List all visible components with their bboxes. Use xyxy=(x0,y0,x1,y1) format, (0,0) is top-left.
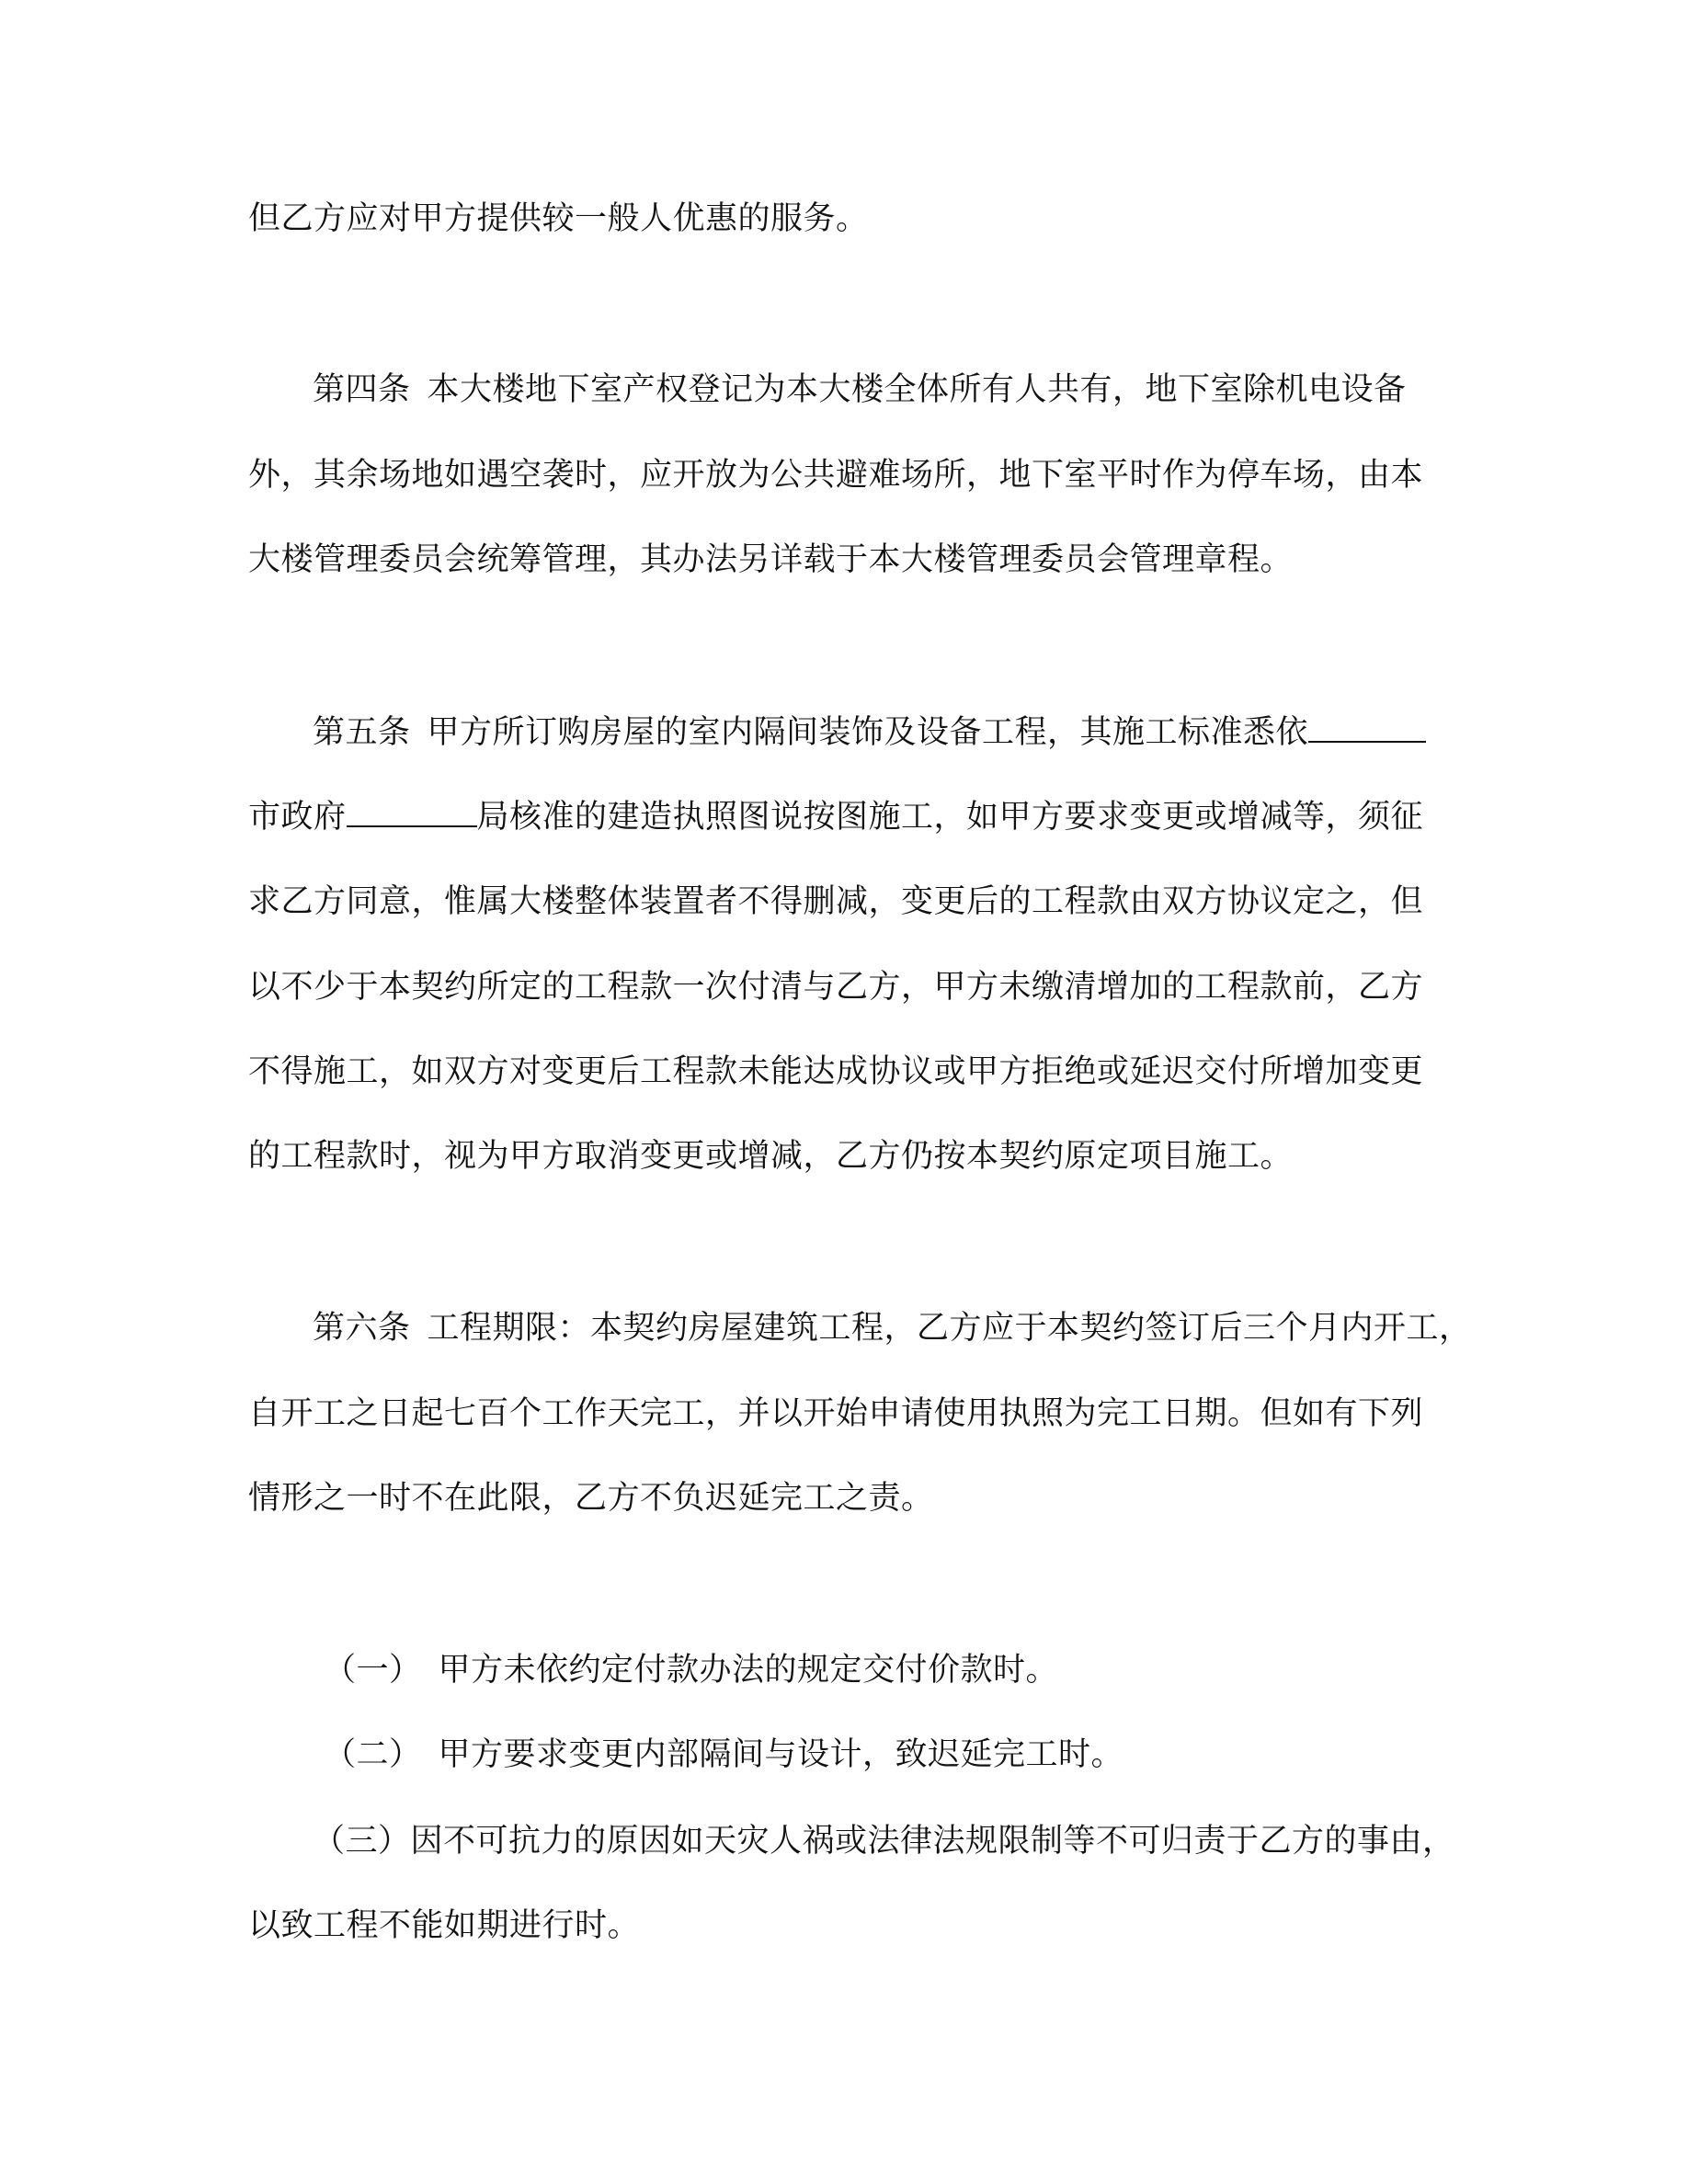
article6-line-3 xyxy=(248,1476,1434,1520)
article5-line-1 xyxy=(313,711,1499,755)
article6-item-2 xyxy=(324,1733,1510,1777)
article5-text-1: 甲方所订购房屋的室内隔间装饰及设备工程，其施工标准悉依 xyxy=(427,714,1309,751)
item-1-number: （一） xyxy=(324,1652,422,1689)
article5-text-3: 求乙方同意，惟属大楼整体装置者不得删减，变更后的工程款由双方协议定之，但 xyxy=(248,883,1424,920)
item-3-text: 因不可抗力的原因如天灾人祸或法律法规限制等不可归责于乙方的事由， xyxy=(410,1823,1455,1860)
article6-item-3 xyxy=(313,1819,1499,1863)
item-3-text-2: 以致工程不能如期进行时。 xyxy=(248,1907,641,1944)
article4-text-1: 本大楼地下室产权登记为本大楼全体所有人共有，地下室除机电设备 xyxy=(427,371,1407,408)
continuation-text: 但乙方应对甲方提供较一般人优惠的服务。 xyxy=(248,200,869,237)
article5-line-5 xyxy=(248,1050,1434,1094)
item-1-text: 甲方未依约定付款办法的规定交付价款时。 xyxy=(438,1652,1059,1689)
item-2-number: （二） xyxy=(324,1736,422,1773)
article5-line-6 xyxy=(248,1134,1434,1178)
article6-text-1: 工程期限：本契约房屋建筑工程，乙方应于本契约签订后三个月内开工， xyxy=(427,1310,1472,1347)
fill-in-blank xyxy=(1308,713,1426,743)
continuation-line xyxy=(248,197,1434,241)
item-2-text: 甲方要求变更内部隔间与设计，致迟延完工时。 xyxy=(438,1736,1124,1773)
article4-text-3: 大楼管理委员会统筹管理，其办法另详载于本大楼管理委员会管理章程。 xyxy=(248,541,1294,578)
article5-text-6: 的工程款时，视为甲方取消变更或增减，乙方仍按本契约原定项目施工。 xyxy=(248,1138,1294,1175)
article5-line-2 xyxy=(248,795,1434,839)
article6-line-1 xyxy=(313,1306,1499,1350)
article4-line-3 xyxy=(248,538,1434,582)
article6-label: 第六条 xyxy=(313,1310,411,1347)
article5-text-2a: 市政府 xyxy=(248,799,347,836)
article6-text-2: 自开工之日起七百个工作天完工，并以开始申请使用执照为完工日期。但如有下列 xyxy=(248,1395,1424,1432)
article5-line-4 xyxy=(248,965,1434,1009)
article6-text-3: 情形之一时不在此限，乙方不负迟延完工之责。 xyxy=(248,1480,934,1517)
article4-line-2 xyxy=(248,453,1434,497)
article6-item-1 xyxy=(324,1648,1510,1692)
article4-label: 第四条 xyxy=(313,371,411,408)
article5-text-2b: 局核准的建造执照图说按图施工，如甲方要求变更或增减等，须征 xyxy=(476,799,1424,836)
article4-line-1 xyxy=(313,368,1499,412)
article6-item-3-continued xyxy=(248,1904,1434,1948)
fill-in-blank xyxy=(347,798,477,827)
article5-line-3 xyxy=(248,880,1434,924)
article5-label: 第五条 xyxy=(313,714,411,751)
article5-text-5: 不得施工，如双方对变更后工程款未能达成协议或甲方拒绝或延迟交付所增加变更 xyxy=(248,1053,1424,1090)
article5-text-4: 以不少于本契约所定的工程款一次付清与乙方，甲方未缴清增加的工程款前，乙方 xyxy=(248,969,1424,1006)
item-3-number: （三） xyxy=(313,1823,411,1860)
article4-text-2: 外，其余场地如遇空袭时，应开放为公共避难场所，地下室平时作为停车场，由本 xyxy=(248,457,1424,494)
article6-line-2 xyxy=(248,1392,1434,1436)
